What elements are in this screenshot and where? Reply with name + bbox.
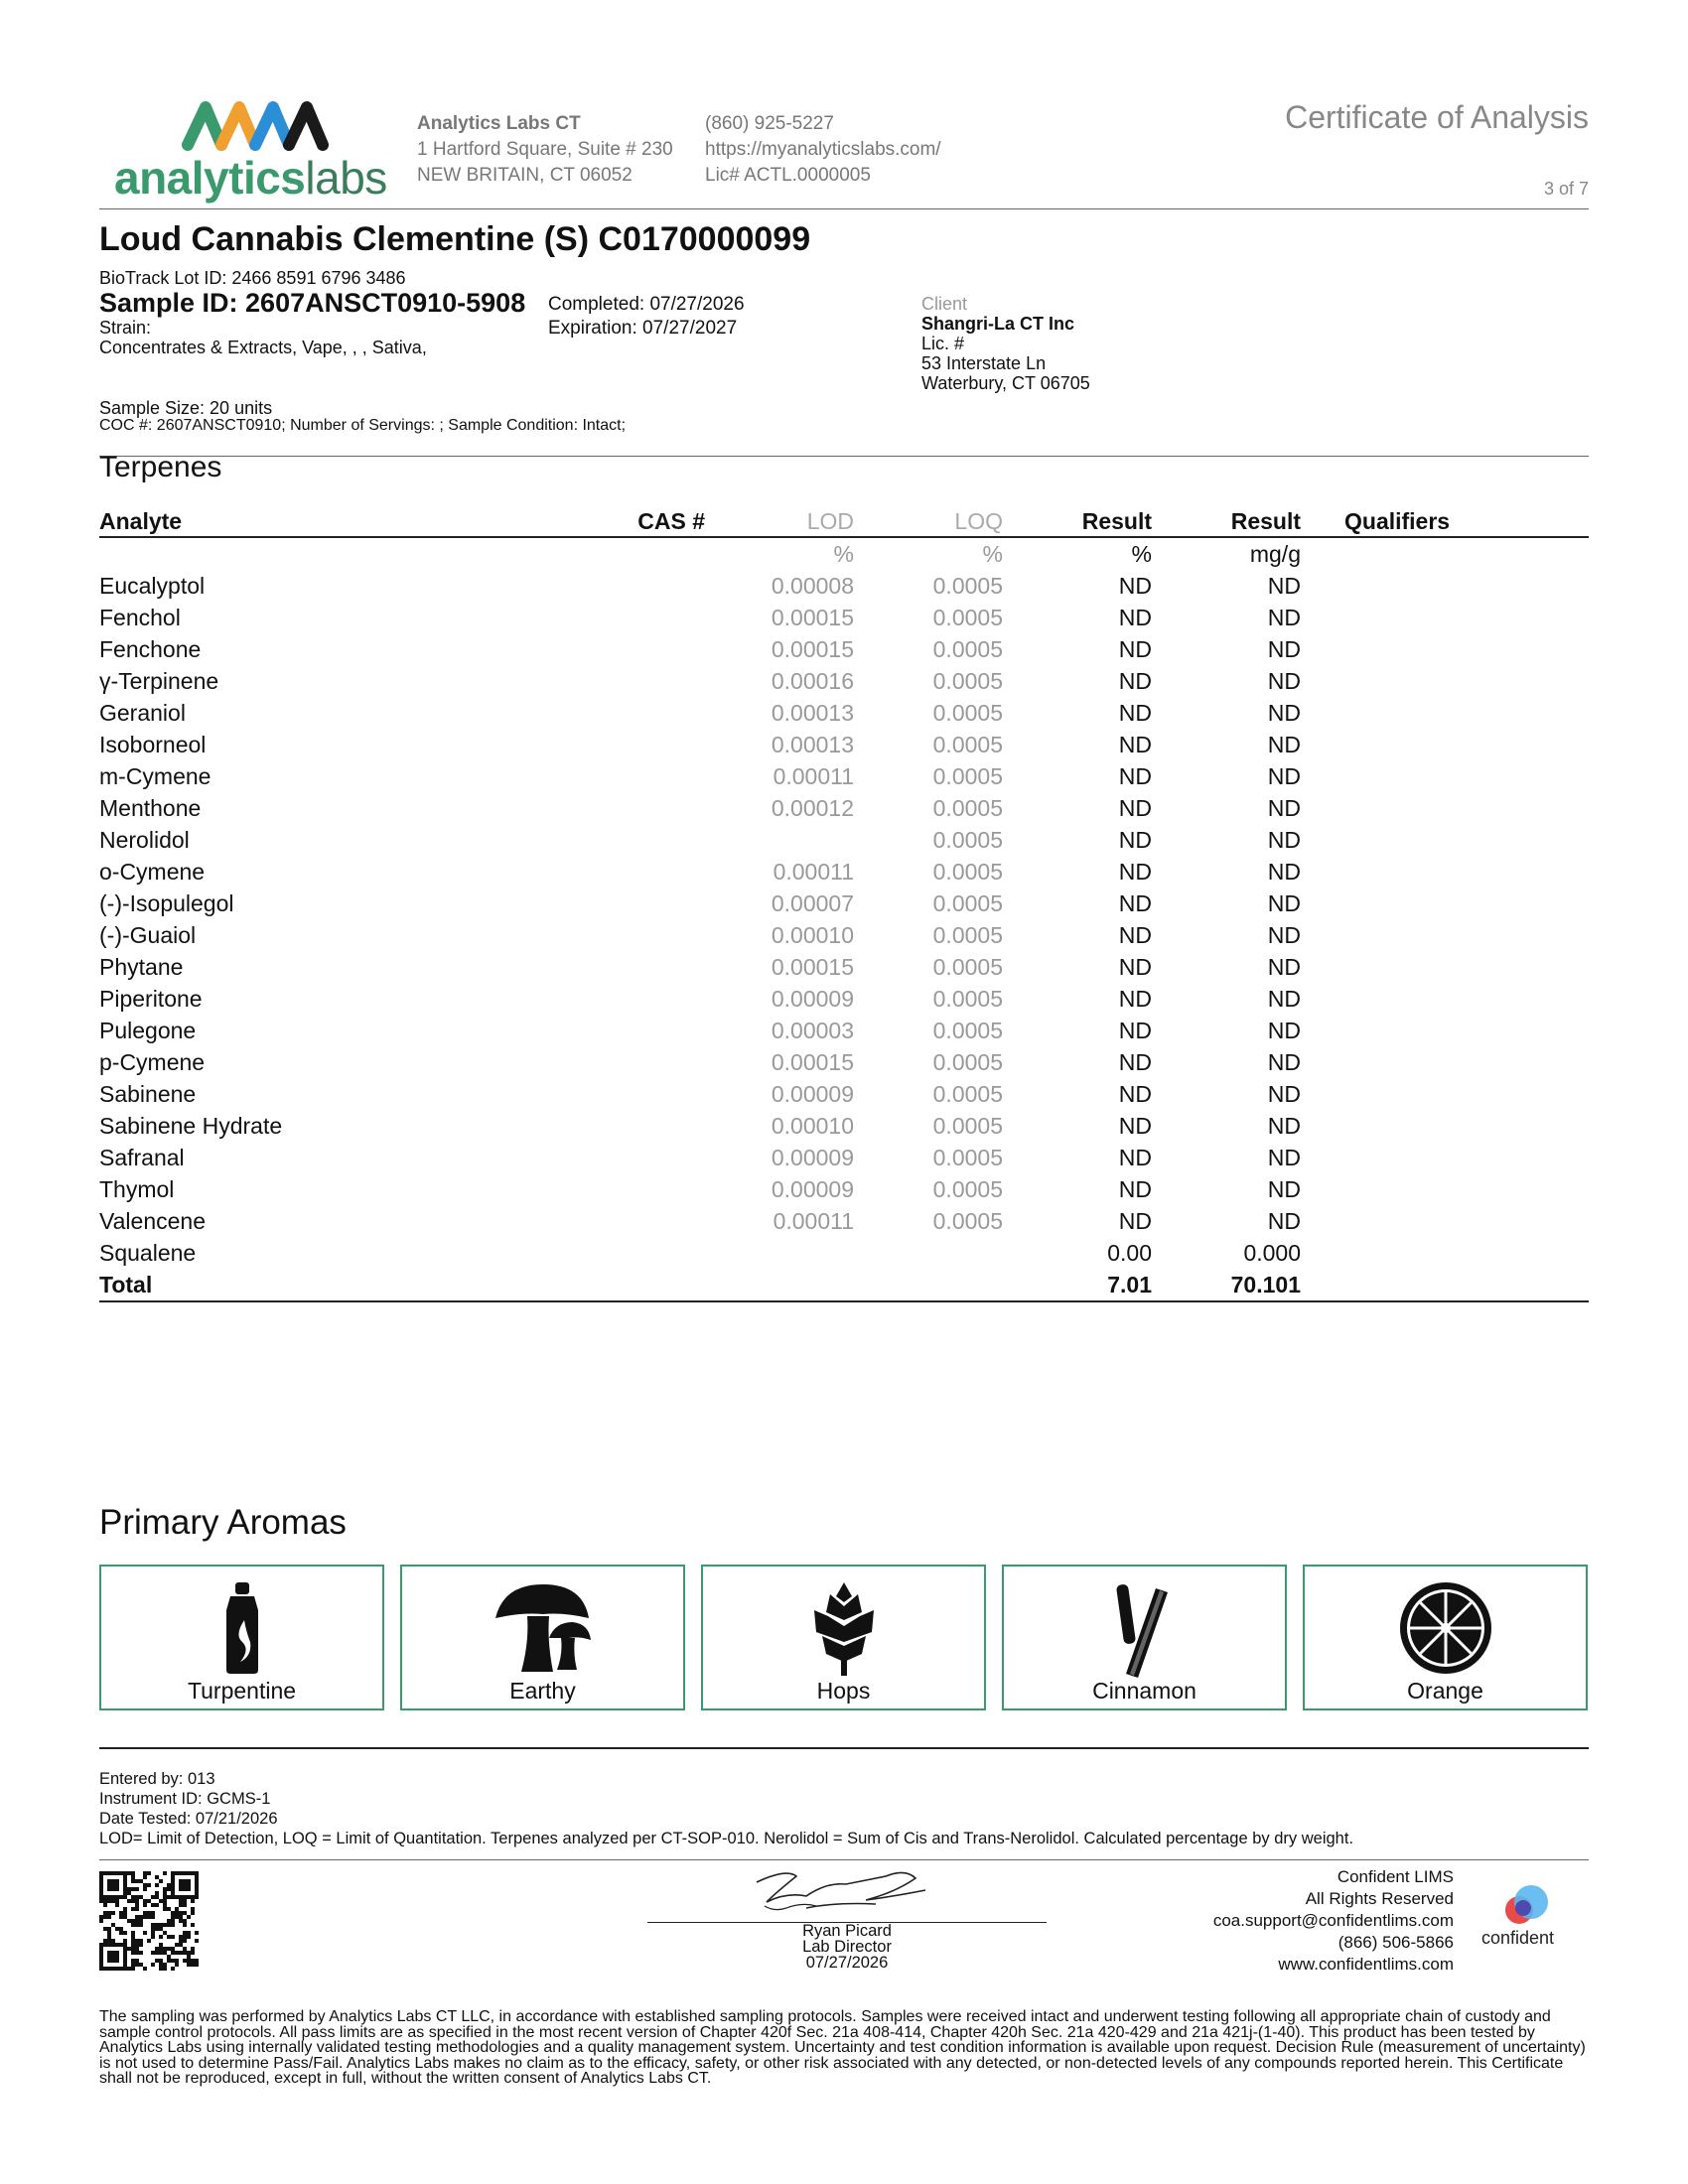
units-row xyxy=(99,537,1589,570)
analyte-cell: Safranal xyxy=(99,1145,185,1170)
lod-cell xyxy=(705,824,854,856)
col-result-pct: Result xyxy=(1003,506,1152,537)
lod-cell: 0.00007 xyxy=(771,890,854,916)
result-pct-cell: ND xyxy=(1118,1176,1152,1202)
cas-cell xyxy=(626,1046,705,1078)
cas-cell xyxy=(626,1269,705,1301)
qualifier-cell xyxy=(1301,697,1589,729)
hops-icon xyxy=(804,1580,884,1676)
qualifier-cell xyxy=(1301,1015,1589,1046)
analyte-cell: Valencene xyxy=(99,1208,206,1234)
table-row xyxy=(99,1110,1589,1142)
result-mg-cell: ND xyxy=(1267,1145,1301,1170)
result-mg-cell: ND xyxy=(1267,605,1301,630)
lod-cell: 0.00012 xyxy=(771,795,854,821)
cinnamon-sticks-icon xyxy=(1110,1580,1180,1680)
loq-cell: 0.0005 xyxy=(932,573,1003,599)
result-mg-cell: ND xyxy=(1267,795,1301,821)
unit-result-pct: % xyxy=(1131,541,1152,567)
analyte-cell: Sabinene Hydrate xyxy=(99,1113,283,1139)
result-mg-cell: ND xyxy=(1267,1049,1301,1075)
signature-date: 07/27/2026 xyxy=(805,1954,889,1972)
client-license: Lic. # xyxy=(921,334,965,353)
table-row xyxy=(99,824,1589,856)
table-row xyxy=(99,1205,1589,1237)
result-pct-cell: ND xyxy=(1118,1049,1152,1075)
result-pct-cell: ND xyxy=(1118,732,1152,757)
sample-category: Concentrates & Extracts, Vape, , , Sativa, xyxy=(99,338,427,357)
qualifier-cell xyxy=(1301,1205,1589,1237)
cas-cell xyxy=(626,1173,705,1205)
lod-cell: 0.00015 xyxy=(771,954,854,980)
loq-cell: 0.0005 xyxy=(932,1176,1003,1202)
qualifier-cell xyxy=(1301,570,1589,602)
result-pct-cell: ND xyxy=(1118,986,1152,1012)
logo-text-analytics: analytics xyxy=(114,152,306,204)
aroma-label: Hops xyxy=(816,1678,871,1704)
table-row xyxy=(99,1078,1589,1110)
cas-cell xyxy=(626,919,705,951)
lod-loq-legend: LOD= Limit of Detection, LOQ = Limit of Quantitation. Terpenes analyzed per CT-SOP-010. Nerolidol = Sum of Cis and Trans-Nerolidol. Calculated percentage by dry weight. xyxy=(99,1830,1354,1847)
loq-cell: 0.0005 xyxy=(932,636,1003,662)
loq-cell: 0.0005 xyxy=(932,827,1003,853)
cas-cell xyxy=(626,729,705,760)
disclaimer: The sampling was performed by Analytics Labs CT LLC, in accordance with established sampling protocols. Samples were received intact and underwent testing following all appropriate chain of custody and sample control protocols. All pass limits are as specified in the most recent version of Chapter 420f Sec. 21a 408-414, Chapter 420h Sec. 21a 420-429 and 21a 421j-(1-40). This product has been tested by Analytics Labs using internally validated testing methodologies and a quality management system. Uncertainty and test condition information is available upon request. Decision Rule (measurement of uncertainty) is not used to determine Pass/Fail. Analytics Labs makes no claim as to the efficacy, safety, or other risk associated with any detected, or non-detected levels of any compounds reported herein. This Certificate shall not be reproduced, except in full, without the written consent of Analytics Labs CT. xyxy=(99,2008,1586,2087)
loq-cell: 0.0005 xyxy=(932,922,1003,948)
product-name: Loud Cannabis Clementine (S) C0170000099 xyxy=(99,220,811,258)
coc-info: COC #: 2607ANSCT0910; Number of Servings: ; Sample Condition: Intact; xyxy=(99,417,627,434)
col-cas: CAS # xyxy=(626,506,705,537)
result-mg-cell: ND xyxy=(1267,827,1301,853)
client-address-line1: 53 Interstate Ln xyxy=(921,353,1047,373)
orange-slice-icon xyxy=(1398,1580,1493,1676)
result-pct-cell: ND xyxy=(1118,922,1152,948)
loq-cell: 0.0005 xyxy=(932,986,1003,1012)
loq-cell xyxy=(854,1269,1003,1301)
footer-divider xyxy=(99,1859,1589,1860)
aroma-label: Cinnamon xyxy=(1092,1678,1196,1704)
col-analyte: Analyte xyxy=(99,506,626,537)
analyte-cell: Thymol xyxy=(99,1176,175,1202)
result-pct-cell: ND xyxy=(1118,795,1152,821)
mushroom-icon xyxy=(493,1580,593,1676)
analyte-cell: (-)-Isopulegol xyxy=(99,890,234,916)
loq-cell: 0.0005 xyxy=(932,1145,1003,1170)
result-pct-cell: ND xyxy=(1118,605,1152,630)
sample-divider xyxy=(99,456,1589,457)
col-result-mg: Result xyxy=(1152,506,1301,537)
sample-size: Sample Size: 20 units xyxy=(99,398,273,418)
result-pct-cell: ND xyxy=(1118,636,1152,662)
table-header-row xyxy=(99,506,1589,537)
loq-cell: 0.0005 xyxy=(932,1208,1003,1234)
total-label: Total xyxy=(99,1269,626,1301)
signature-image xyxy=(747,1862,945,1922)
result-pct-cell: ND xyxy=(1118,1081,1152,1107)
strain-label: Strain: xyxy=(99,318,152,338)
result-mg-cell: ND xyxy=(1267,922,1301,948)
lod-cell: 0.00015 xyxy=(771,636,854,662)
qualifier-cell xyxy=(1301,792,1589,824)
expiration-date: Expiration: 07/27/2027 xyxy=(548,318,738,339)
qualifier-cell xyxy=(1301,983,1589,1015)
result-mg-cell: ND xyxy=(1267,732,1301,757)
lod-cell xyxy=(705,1237,854,1269)
qualifier-cell xyxy=(1301,1237,1589,1269)
table-row xyxy=(99,1142,1589,1173)
table-row xyxy=(99,983,1589,1015)
cas-cell xyxy=(626,887,705,919)
qualifier-cell xyxy=(1301,1142,1589,1173)
loq-cell: 0.0005 xyxy=(932,954,1003,980)
lod-cell: 0.00009 xyxy=(771,1176,854,1202)
analyte-cell: (-)-Guaiol xyxy=(99,922,197,948)
qualifier-cell xyxy=(1301,1046,1589,1078)
loq-cell: 0.0005 xyxy=(932,1049,1003,1075)
lod-cell: 0.00011 xyxy=(773,763,854,789)
qualifier-cell xyxy=(1301,729,1589,760)
instrument-id: Instrument ID: GCMS-1 xyxy=(99,1790,271,1808)
result-mg-cell: ND xyxy=(1267,890,1301,916)
loq-cell: 0.0005 xyxy=(932,763,1003,789)
table-row xyxy=(99,729,1589,760)
aroma-card-turpentine xyxy=(99,1565,384,1710)
result-mg-cell: ND xyxy=(1267,668,1301,694)
table-row xyxy=(99,1237,1589,1269)
analyte-cell: Sabinene xyxy=(99,1081,197,1107)
lims-name: Confident LIMS xyxy=(1336,1867,1454,1886)
lod-cell: 0.00013 xyxy=(771,700,854,726)
lod-cell: 0.00015 xyxy=(771,605,854,630)
analyte-cell: Geraniol xyxy=(99,700,186,726)
loq-cell: 0.0005 xyxy=(932,859,1003,885)
qualifier-cell xyxy=(1301,602,1589,633)
qualifier-cell xyxy=(1301,633,1589,665)
cas-cell xyxy=(626,1015,705,1046)
table-row xyxy=(99,760,1589,792)
date-tested: Date Tested: 07/21/2026 xyxy=(99,1810,278,1828)
lab-name: Analytics Labs CT xyxy=(417,113,581,134)
cas-cell xyxy=(626,792,705,824)
cas-cell xyxy=(626,602,705,633)
cas-cell xyxy=(626,1142,705,1173)
cas-cell xyxy=(626,760,705,792)
lod-cell: 0.00003 xyxy=(771,1018,854,1043)
client-name: Shangri-La CT Inc xyxy=(921,314,1075,334)
result-mg-cell: ND xyxy=(1267,763,1301,789)
result-pct-cell: ND xyxy=(1118,668,1152,694)
lod-cell: 0.00010 xyxy=(771,922,854,948)
analyte-cell: Phytane xyxy=(99,954,184,980)
lab-license: Lic# ACTL.0000005 xyxy=(705,165,871,186)
result-mg-cell: ND xyxy=(1267,859,1301,885)
result-mg-cell: ND xyxy=(1267,1208,1301,1234)
confident-logo-text: confident xyxy=(1481,1928,1555,1948)
cas-cell xyxy=(626,824,705,856)
col-lod: LOD xyxy=(705,506,854,537)
lod-cell: 0.00009 xyxy=(771,1145,854,1170)
entered-by: Entered by: 013 xyxy=(99,1770,215,1788)
lod-cell: 0.00009 xyxy=(771,1081,854,1107)
client-heading: Client xyxy=(921,294,968,314)
logo-text-labs: labs xyxy=(305,152,387,204)
completed-date: Completed: 07/27/2026 xyxy=(548,294,745,315)
aroma-card-cinnamon xyxy=(1002,1565,1287,1710)
aromas-title: Primary Aromas xyxy=(99,1503,347,1542)
result-mg-cell: ND xyxy=(1267,986,1301,1012)
lims-email[interactable]: coa.support@confidentlims.com xyxy=(1212,1911,1454,1930)
analyte-cell: m-Cymene xyxy=(99,763,211,789)
result-pct-cell: 0.00 xyxy=(1107,1240,1152,1266)
page-number: 3 of 7 xyxy=(1543,179,1589,199)
cas-cell xyxy=(626,1110,705,1142)
cas-cell xyxy=(626,951,705,983)
qualifier-cell xyxy=(1301,856,1589,887)
total-mg: 70.101 xyxy=(1152,1269,1301,1301)
table-row xyxy=(99,887,1589,919)
unit-result-mg: mg/g xyxy=(1249,541,1301,567)
analyte-cell: Isoborneol xyxy=(99,732,207,757)
signer-name: Ryan Picard xyxy=(802,1922,892,1940)
result-pct-cell: ND xyxy=(1118,859,1152,885)
lod-cell xyxy=(705,1269,854,1301)
result-mg-cell: ND xyxy=(1267,700,1301,726)
aroma-label: Earthy xyxy=(509,1678,576,1704)
result-mg-cell: ND xyxy=(1267,1113,1301,1139)
sample-id: Sample ID: 2607ANSCT0910-5908 xyxy=(99,288,526,318)
result-pct-cell: ND xyxy=(1118,700,1152,726)
table-row xyxy=(99,665,1589,697)
analyte-cell: Eucalyptol xyxy=(99,573,206,599)
cas-cell xyxy=(626,1078,705,1110)
result-mg-cell: 0.000 xyxy=(1243,1240,1301,1266)
loq-cell: 0.0005 xyxy=(932,668,1003,694)
lab-address-line2: NEW BRITAIN, CT 06052 xyxy=(417,165,633,186)
total-pct: 7.01 xyxy=(1003,1269,1152,1301)
qualifier-cell xyxy=(1301,824,1589,856)
lod-cell: 0.00009 xyxy=(771,986,854,1012)
signer-title: Lab Director xyxy=(802,1938,892,1956)
qr-code-icon[interactable] xyxy=(99,1871,199,1971)
result-mg-cell: ND xyxy=(1267,1081,1301,1107)
result-pct-cell: ND xyxy=(1118,573,1152,599)
lab-phone: (860) 925-5227 xyxy=(705,113,834,134)
qualifier-cell xyxy=(1301,1269,1589,1301)
aroma-label: Turpentine xyxy=(187,1678,297,1704)
cas-cell xyxy=(626,697,705,729)
result-pct-cell: ND xyxy=(1118,1018,1152,1043)
loq-cell: 0.0005 xyxy=(932,700,1003,726)
result-pct-cell: ND xyxy=(1118,890,1152,916)
analyte-cell: Fenchone xyxy=(99,636,202,662)
result-mg-cell: ND xyxy=(1267,1176,1301,1202)
table-row xyxy=(99,1173,1589,1205)
analyte-cell: Piperitone xyxy=(99,986,203,1012)
logo-mark-icon xyxy=(182,95,341,153)
analyte-cell: o-Cymene xyxy=(99,859,206,885)
loq-cell: 0.0005 xyxy=(932,732,1003,757)
unit-lod: % xyxy=(833,541,854,567)
analyte-cell: Nerolidol xyxy=(99,827,190,853)
analyte-cell: γ-Terpinene xyxy=(99,668,219,694)
cas-cell xyxy=(626,633,705,665)
table-row xyxy=(99,570,1589,602)
result-pct-cell: ND xyxy=(1118,1208,1152,1234)
analyte-cell: Fenchol xyxy=(99,605,181,630)
analyte-cell: Squalene xyxy=(99,1240,197,1266)
confident-logo xyxy=(1477,1884,1577,1954)
lod-cell: 0.00011 xyxy=(773,1208,854,1234)
confident-logo-mark-icon xyxy=(1497,1884,1557,1928)
turpentine-bottle-icon xyxy=(212,1580,272,1676)
terpenes-table xyxy=(99,506,1589,1302)
aroma-card-hops xyxy=(701,1565,986,1710)
unit-loq: % xyxy=(982,541,1003,567)
cas-cell xyxy=(626,570,705,602)
lod-cell: 0.00016 xyxy=(771,668,854,694)
result-pct-cell: ND xyxy=(1118,763,1152,789)
analyte-cell: Pulegone xyxy=(99,1018,197,1043)
lims-website[interactable]: www.confidentlims.com xyxy=(1278,1955,1454,1974)
aroma-card-orange xyxy=(1303,1565,1588,1710)
loq-cell: 0.0005 xyxy=(932,1018,1003,1043)
result-mg-cell: ND xyxy=(1267,1018,1301,1043)
table-row xyxy=(99,633,1589,665)
lod-cell: 0.00010 xyxy=(771,1113,854,1139)
col-loq: LOQ xyxy=(854,506,1003,537)
lab-website[interactable]: https://myanalyticslabs.com/ xyxy=(705,139,941,160)
loq-cell: 0.0005 xyxy=(932,795,1003,821)
table-row xyxy=(99,1015,1589,1046)
client-address-line2: Waterbury, CT 06705 xyxy=(921,373,1090,393)
biotrack-lot-id: BioTrack Lot ID: 2466 8591 6796 3486 xyxy=(99,268,406,288)
table-row xyxy=(99,919,1589,951)
result-mg-cell: ND xyxy=(1267,636,1301,662)
loq-cell: 0.0005 xyxy=(932,890,1003,916)
result-pct-cell: ND xyxy=(1118,1113,1152,1139)
cas-cell xyxy=(626,983,705,1015)
loq-cell xyxy=(854,1237,1003,1269)
result-pct-cell: ND xyxy=(1118,1145,1152,1170)
result-pct-cell: ND xyxy=(1118,954,1152,980)
table-row xyxy=(99,602,1589,633)
table-row xyxy=(99,951,1589,983)
col-qualifiers: Qualifiers xyxy=(1301,506,1589,537)
aroma-card-earthy xyxy=(400,1565,685,1710)
loq-cell: 0.0005 xyxy=(932,1081,1003,1107)
qualifier-cell xyxy=(1301,1110,1589,1142)
result-mg-cell: ND xyxy=(1267,954,1301,980)
qualifier-cell xyxy=(1301,760,1589,792)
lims-phone: (866) 506-5866 xyxy=(1337,1933,1454,1952)
qualifier-cell xyxy=(1301,919,1589,951)
cas-cell xyxy=(626,1205,705,1237)
table-row xyxy=(99,697,1589,729)
cas-cell xyxy=(626,1237,705,1269)
terpenes-title: Terpenes xyxy=(99,451,222,483)
analyte-cell: Menthone xyxy=(99,795,202,821)
lod-cell: 0.00013 xyxy=(771,732,854,757)
qualifier-cell xyxy=(1301,951,1589,983)
qualifier-cell xyxy=(1301,887,1589,919)
document-title: Certificate of Analysis xyxy=(1285,99,1589,135)
lod-cell: 0.00015 xyxy=(771,1049,854,1075)
table-row xyxy=(99,856,1589,887)
header-divider xyxy=(99,208,1589,209)
loq-cell: 0.0005 xyxy=(932,605,1003,630)
table-row xyxy=(99,792,1589,824)
result-pct-cell: ND xyxy=(1118,827,1152,853)
analyte-cell: p-Cymene xyxy=(99,1049,206,1075)
aroma-label: Orange xyxy=(1407,1678,1483,1704)
aromas-divider xyxy=(99,1747,1589,1749)
lod-cell: 0.00011 xyxy=(773,859,854,885)
lab-address-line1: 1 Hartford Square, Suite # 230 xyxy=(417,139,673,160)
lod-cell: 0.00008 xyxy=(771,573,854,599)
qualifier-cell xyxy=(1301,1078,1589,1110)
cas-cell xyxy=(626,856,705,887)
company-logo xyxy=(114,95,387,209)
qualifier-cell xyxy=(1301,1173,1589,1205)
loq-cell: 0.0005 xyxy=(932,1113,1003,1139)
table-row xyxy=(99,1046,1589,1078)
lims-rights: All Rights Reserved xyxy=(1305,1889,1454,1908)
result-mg-cell: ND xyxy=(1267,573,1301,599)
cas-cell xyxy=(626,665,705,697)
total-row xyxy=(99,1269,1589,1301)
qualifier-cell xyxy=(1301,665,1589,697)
